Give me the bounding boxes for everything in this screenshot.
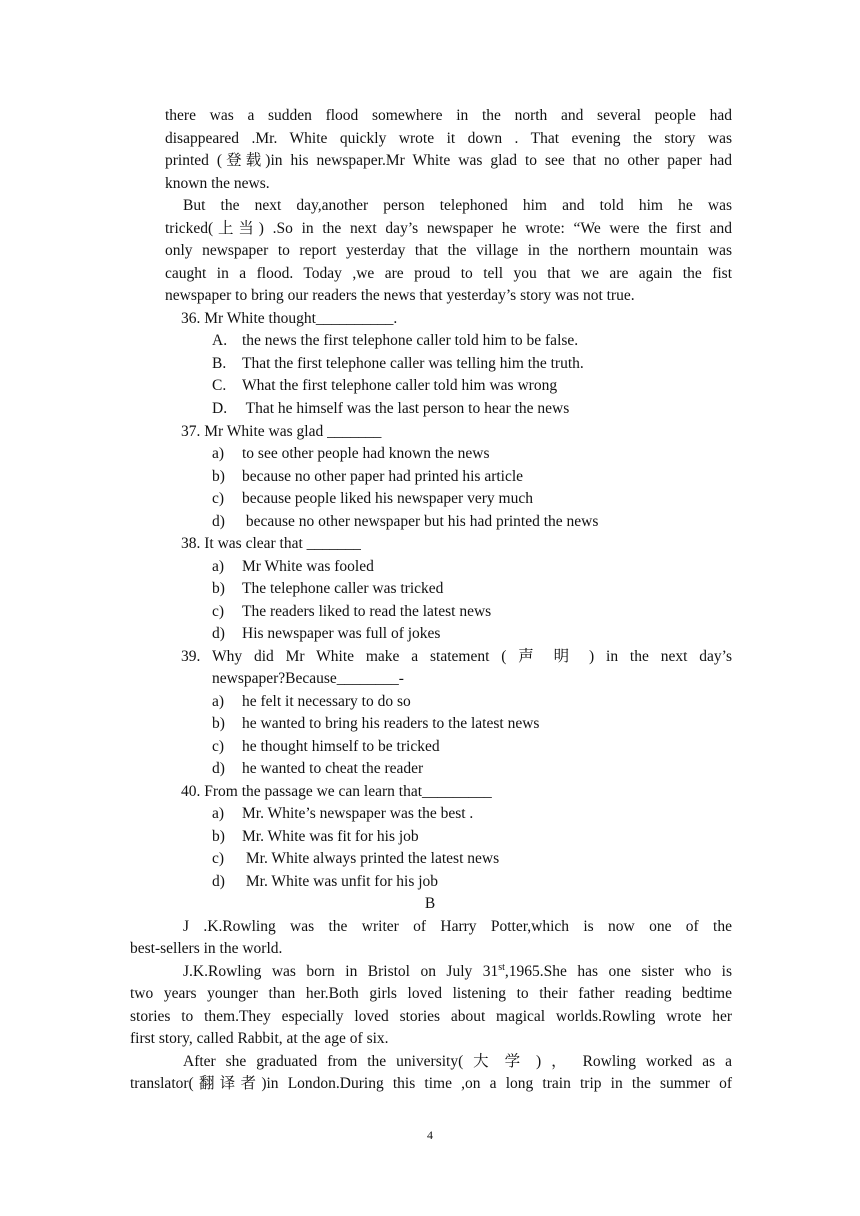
paragraph-line: newspaper to bring our readers the news that yesterday’s story was not true.: [165, 287, 635, 304]
paragraph-line: printed (登载)in his newspaper.Mr White was glad to see that no other paper had: [165, 152, 732, 169]
answer-option: [212, 375, 557, 397]
question-stem: 37. Mr White was glad _______: [181, 423, 382, 440]
option-text: to see other people had known the news: [242, 445, 490, 462]
text-run: J.K.Rowling was born in Bristol on July 31: [183, 963, 499, 980]
answer-option: [212, 466, 523, 488]
answer-option: [212, 443, 490, 465]
option-text: Mr. White was fit for his job: [242, 828, 419, 845]
text-run: ,1965.She has one sister who is: [504, 963, 733, 980]
paragraph-line: After she graduated from the university( 大 学 ) ， Rowling worked as a: [183, 1053, 732, 1070]
answer-option: [212, 398, 569, 420]
option-text: he wanted to cheat the reader: [242, 760, 424, 777]
question-stem: 39. Why did Mr White make a statement ( 声 明 ) in the next day’s: [181, 648, 732, 665]
answer-option: [212, 826, 419, 848]
option-label: b): [212, 715, 225, 732]
option-label: a): [212, 558, 225, 575]
option-label: b): [212, 580, 225, 597]
question-stem: 36. Mr White thought__________.: [181, 310, 398, 327]
paragraph-line: tricked(上当) .So in the next day’s newspaper he wrote: “We were the first and: [165, 220, 732, 237]
option-text: Mr. White always printed the latest news: [242, 850, 500, 867]
option-label: d): [212, 625, 225, 642]
answer-option: [212, 488, 533, 510]
section-heading: B: [424, 895, 436, 912]
answer-option: [212, 848, 499, 870]
option-label: C.: [212, 377, 227, 394]
option-label: b): [212, 828, 225, 845]
answer-option: [212, 578, 443, 600]
option-text: Mr White was fooled: [242, 558, 374, 575]
option-label: d): [212, 513, 225, 530]
question-stem: 38. It was clear that _______: [181, 535, 361, 552]
option-text: That he himself was the last person to hear the news: [242, 400, 570, 417]
answer-option: [212, 601, 491, 623]
option-text: the news the first telephone caller told him to be false.: [242, 332, 579, 349]
option-text: The telephone caller was tricked: [242, 580, 444, 597]
answer-option: [212, 758, 423, 780]
paragraph-line: known the news.: [165, 175, 270, 192]
option-text: he thought himself to be tricked: [242, 738, 440, 755]
option-text: Mr. White’s newspaper was the best .: [242, 805, 474, 822]
option-text: he felt it necessary to do so: [242, 693, 411, 710]
option-text: he wanted to bring his readers to the latest news: [242, 715, 540, 732]
answer-option: [212, 736, 440, 758]
paragraph-line: translator(翻译者)in London.During this time ,on a long train trip in the summer of: [130, 1075, 732, 1092]
option-text: That the first telephone caller was telling him the truth.: [242, 355, 584, 372]
option-label: c): [212, 490, 225, 507]
paragraph-line: [183, 961, 732, 983]
paragraph-line: stories to them.They especially loved stories about magical worlds.Rowling wrote her: [130, 1008, 732, 1025]
answer-option: [212, 691, 411, 713]
option-label: D.: [212, 400, 228, 417]
superscript: st: [498, 961, 505, 973]
answer-option: [212, 623, 440, 645]
option-label: a): [212, 693, 225, 710]
option-text: Mr. White was unfit for his job: [242, 873, 439, 890]
answer-option: [212, 330, 578, 352]
answer-option: [212, 556, 374, 578]
option-text: because no other newspaper but his had printed the news: [242, 513, 599, 530]
paragraph-line: caught in a flood. Today ,we are proud to tell you that we are again the fist: [165, 265, 732, 282]
page-number: 4: [427, 1128, 433, 1142]
option-label: c): [212, 738, 225, 755]
option-text: His newspaper was full of jokes: [242, 625, 441, 642]
paragraph-line: J .K.Rowling was the writer of Harry Potter,which is now one of the: [183, 918, 732, 935]
option-label: c): [212, 603, 225, 620]
answer-option: [212, 511, 598, 533]
option-label: A.: [212, 332, 228, 349]
option-label: d): [212, 760, 225, 777]
option-text: The readers liked to read the latest news: [242, 603, 492, 620]
option-label: a): [212, 805, 225, 822]
paragraph-line: first story, called Rabbit, at the age of six.: [130, 1030, 389, 1047]
paragraph-line: only newspaper to report yesterday that the village in the northern mountain was: [165, 242, 732, 259]
question-stem-continued: newspaper?Because________-: [212, 670, 404, 687]
answer-option: [212, 803, 473, 825]
paragraph-line: disappeared .Mr. White quickly wrote it down . That evening the story was: [165, 130, 732, 147]
option-text: What the first telephone caller told him was wrong: [242, 377, 558, 394]
question-stem: 40. From the passage we can learn that_________: [181, 783, 492, 800]
option-label: d): [212, 873, 225, 890]
paragraph-line: there was a sudden flood somewhere in the north and several people had: [165, 107, 732, 124]
option-label: b): [212, 468, 225, 485]
answer-option: [212, 713, 539, 735]
option-label: c): [212, 850, 225, 867]
paragraph-line: best-sellers in the world.: [130, 940, 283, 957]
answer-option: [212, 353, 584, 375]
paragraph-line: But the next day,another person telephoned him and told him he was: [183, 197, 732, 214]
option-text: because no other paper had printed his article: [242, 468, 524, 485]
option-label: B.: [212, 355, 227, 372]
answer-option: [212, 871, 438, 893]
option-label: a): [212, 445, 225, 462]
option-text: because people liked his newspaper very much: [242, 490, 533, 507]
paragraph-line: two years younger than her.Both girls loved listening to their father reading bedtime: [130, 985, 732, 1002]
